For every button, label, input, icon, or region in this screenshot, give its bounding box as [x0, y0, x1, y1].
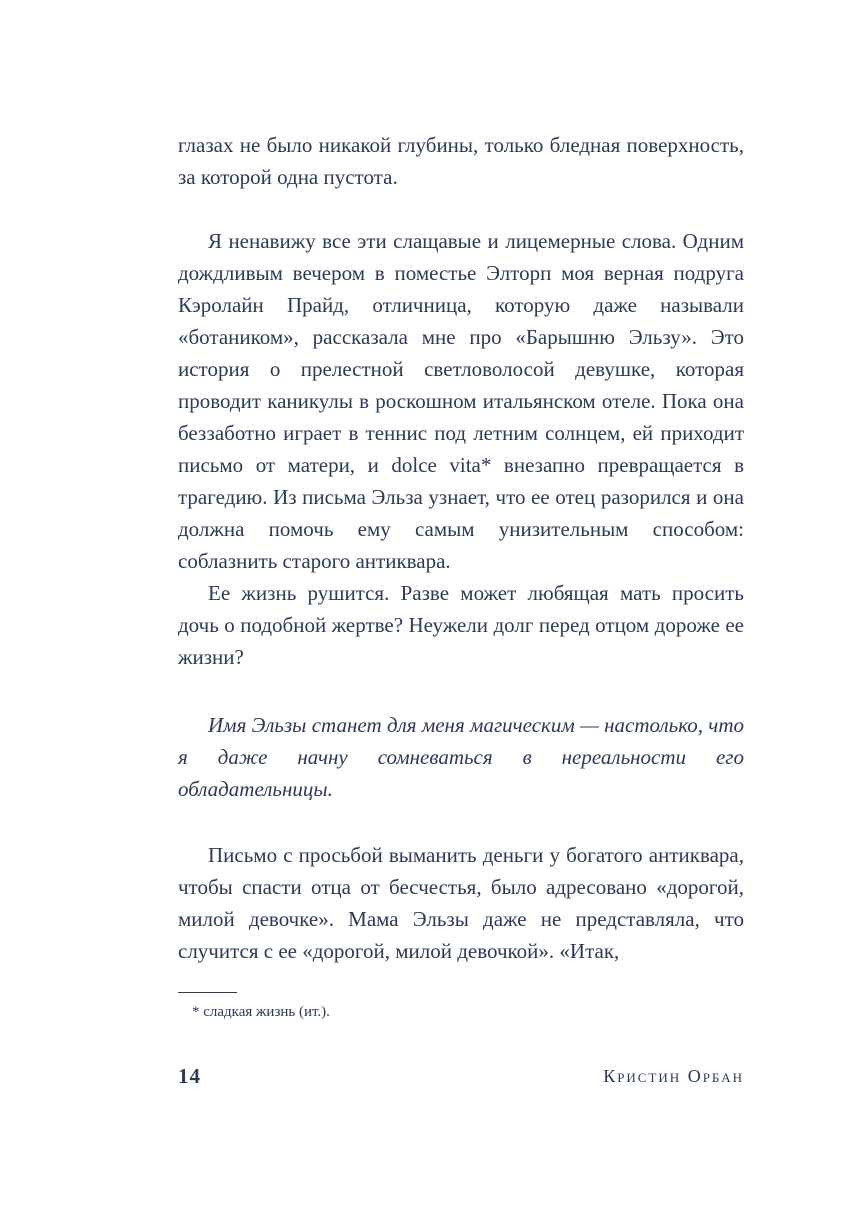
- paragraph-continuation: глазах не было никакой глубины, только бледная поверхность, за которой одна пустота.: [178, 133, 744, 189]
- paragraph-italic-aside: Имя Эльзы станет для меня магическим — настолько, что я даже начну сомневаться в нереальности его обладательницы.: [178, 713, 744, 801]
- text-block-italic: [178, 709, 744, 805]
- footnote: * сладкая жизнь (ит.).: [192, 1004, 330, 1020]
- paragraph-elsa-story: Я ненавижу все эти слащавые и лицемерные слова. Одним дождливым вечером в поместье Элторп моя верная подруга Кэролайн Прайд, отличница, которую даже называли «ботаником», рассказала мне про «Барышню Эльзу». Это история о прелестной светловолосой девушке, которая проводит каникулы в роскошном итальянском отеле. Пока она беззаботно играет в теннис под летним солнцем, ей приходит письмо от матери, и dolce vita* внезапно превращается в трагедию. Из письма Эльза узнает, что ее отец разорился и она должна помочь ему самым унизительным способом: соблазнить старого антиквара.: [178, 229, 744, 573]
- running-head-author: Кристин Орбан: [603, 1066, 744, 1086]
- paragraph-life-collapses: Ее жизнь рушится. Разве может любящая мать просить дочь о подобной жертве? Неужели долг перед отцом дороже ее жизни?: [178, 581, 744, 669]
- page-number: 14: [178, 1064, 201, 1088]
- text-block-bottom: [178, 839, 744, 967]
- paragraph-letter: Письмо с просьбой выманить деньги у богатого антиквара, чтобы спасти отца от бесчестья, было адресовано «дорогой, милой девочке». Мама Эльзы даже не представляла, что случится с ее «дорогой, милой девочкой». «Итак,: [178, 843, 744, 963]
- footnote-divider: [178, 992, 237, 993]
- text-block-main: [178, 225, 744, 673]
- text-block-top: [178, 129, 744, 193]
